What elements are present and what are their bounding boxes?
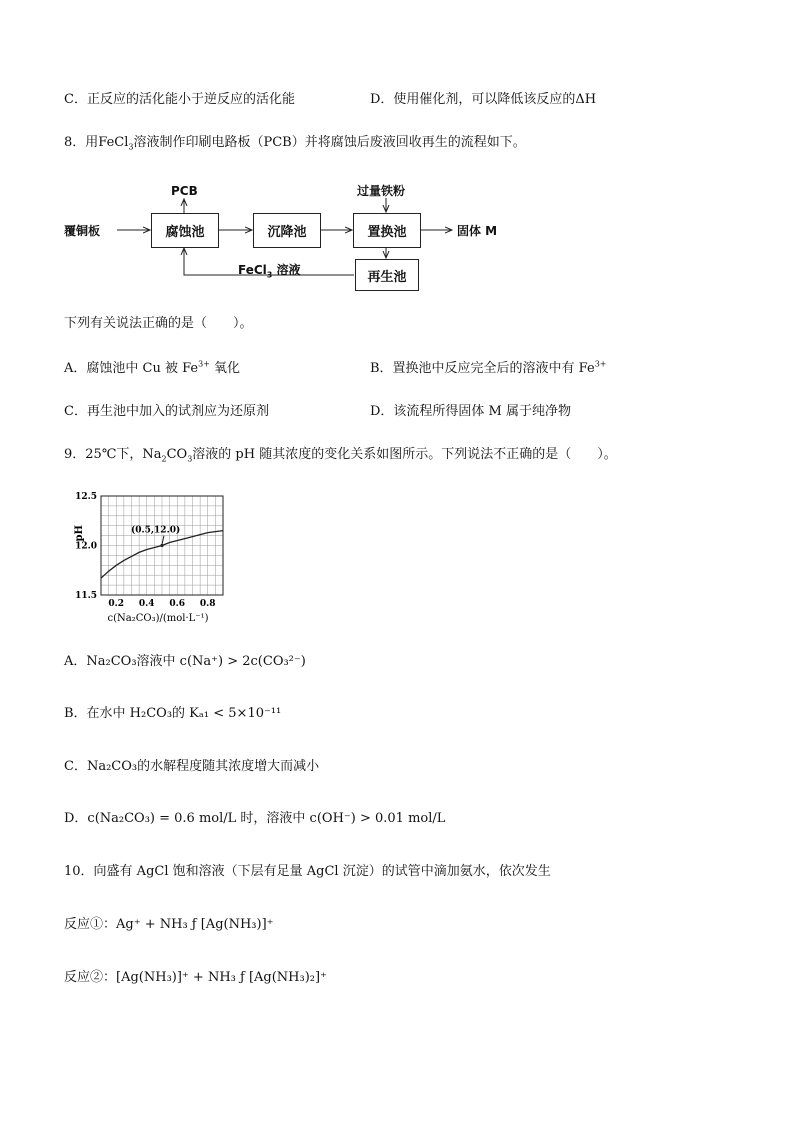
y-tick-label: 12.0 (75, 541, 97, 552)
annotation-point (160, 544, 163, 547)
flow-settling-box: 沉降池 (253, 213, 321, 248)
q8-flow-diagram (0, 0, 794, 300)
x-tick-label: 0.6 (169, 599, 186, 609)
q8-option-a: A．腐蚀池中 Cu 被 $Fe^{3+}$ 氧化 (64, 359, 241, 376)
flow-arrows (0, 0, 794, 300)
x-tick-label: 0.8 (199, 599, 216, 609)
q10-stem: 10．向盛有 AgCl 饱和溶液（下层有足量 AgCl 沉淀）的试管中滴加氨水，依次发生 (64, 864, 551, 879)
x-tick-label: 0.4 (138, 599, 155, 609)
flow-corrosion-box: 腐蚀池 (151, 213, 219, 248)
q9-option-d: D．c(Na₂CO₃) = 0.6 mol/L 时，溶液中 c(OH⁻) > 0.01 mol/L (64, 811, 446, 826)
flow-regen-box: 再生池 (355, 259, 419, 291)
x-tick-label: 0.2 (108, 599, 125, 609)
y-tick-label: 11.5 (75, 591, 97, 601)
q7-option-c: C．正反应的活化能小于逆反应的活化能 (64, 92, 295, 107)
y-tick-label: 12.5 (75, 492, 97, 502)
y-axis-label: pH (74, 525, 85, 542)
flow-recycle-label: FeCl$_3$ 溶液 (238, 263, 301, 280)
q7-option-d: D．使用催化剂，可以降低该反应的ΔH (370, 92, 597, 107)
q9-option-a: A．Na₂CO₃溶液中 c(Na⁺) > 2c(CO₃²⁻) (64, 654, 306, 669)
q8-question: 下列有关说法正确的是（ ）。 (64, 316, 253, 331)
q9-stem: 9．25℃下，$Na_2CO_3$溶液的 pH 随其浓度的变化关系如图所示。下列说法不正确的是（ ）。 (64, 447, 617, 464)
q8-option-b: B．置换池中反应完全后的溶液中有 $Fe^{3+}$ (370, 359, 607, 376)
x-axis-label: c(Na₂CO₃)/(mol·L⁻¹) (107, 613, 209, 624)
flow-pcb-label: PCB (171, 184, 198, 198)
annotation-pointer (162, 536, 164, 545)
flow-replacement-box: 置换池 (353, 213, 421, 248)
flow-input-label: 覆铜板 (64, 224, 101, 238)
ph-chart (0, 485, 794, 635)
q8-option-d: D．该流程所得固体 M 属于纯净物 (370, 404, 571, 419)
annotation-label: (0.5,12.0) (131, 525, 181, 536)
flow-solid-label: 固体 M (457, 224, 498, 238)
q10-reaction-1: 反应①：Ag⁺ + NH₃ ƒ [Ag(NH₃)]⁺ (64, 917, 274, 932)
q8-option-c: C．再生池中加入的试剂应为还原剂 (64, 404, 269, 419)
q8-stem: 8．用FeCl$_3$溶液制作印刷电路板（PCB）并将腐蚀后废液回收再生的流程如下。 (64, 135, 526, 152)
q9-option-c: C．Na₂CO₃的水解程度随其浓度增大而减小 (64, 759, 320, 774)
q10-reaction-2: 反应②：[Ag(NH₃)]⁺ + NH₃ ƒ [Ag(NH₃)₂]⁺ (64, 970, 327, 985)
q9-option-b: B．在水中 H₂CO₃的 Kₐ₁ < 5×10⁻¹¹ (64, 706, 282, 721)
flow-iron-label: 过量铁粉 (357, 184, 406, 198)
